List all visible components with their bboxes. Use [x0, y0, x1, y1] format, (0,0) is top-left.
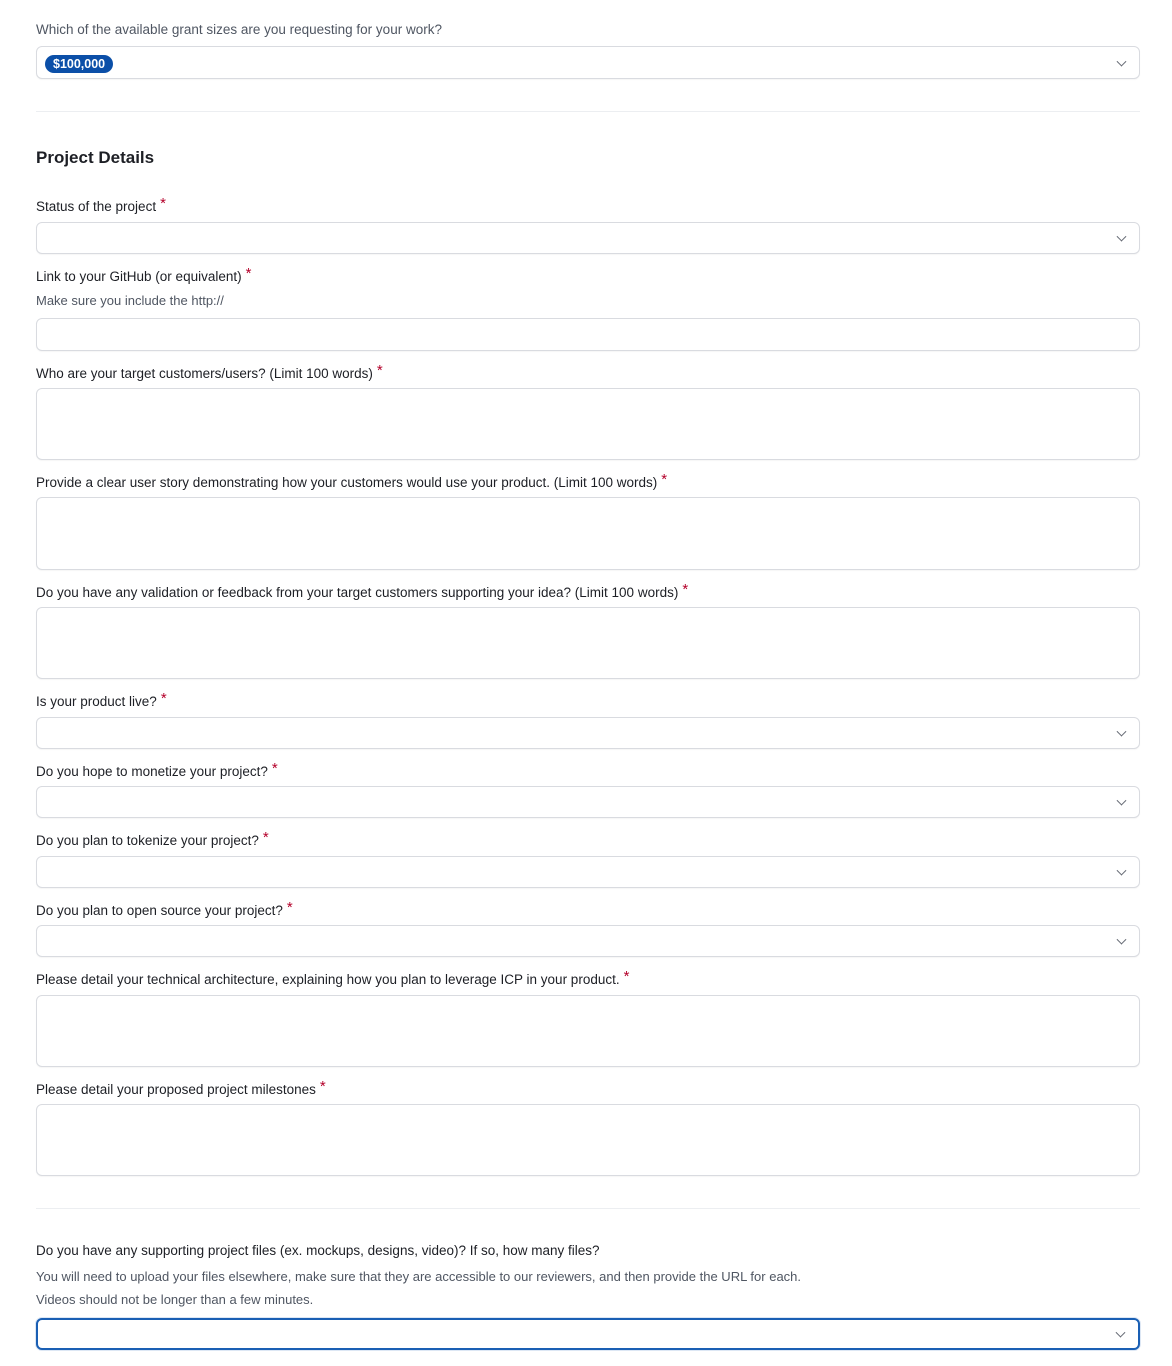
tokenize-select[interactable]	[36, 856, 1140, 888]
user-story-textarea[interactable]	[36, 497, 1140, 570]
supporting-files-help-2: Videos should not be longer than a few minutes.	[36, 1292, 314, 1307]
chevron-down-icon	[1116, 1328, 1126, 1338]
chevron-down-icon	[1117, 56, 1127, 66]
required-marker: *	[623, 968, 630, 985]
open-source-select[interactable]	[36, 925, 1140, 957]
required-marker: *	[682, 581, 689, 598]
chevron-down-icon	[1117, 727, 1127, 737]
chevron-down-icon	[1117, 796, 1127, 806]
product-live-label-text: Is your product live?	[36, 694, 157, 709]
required-marker: *	[245, 265, 252, 282]
validation-label-text: Do you have any validation or feedback from your target customers supporting your idea? (Limit 100 words)	[36, 585, 679, 600]
validation-label	[36, 581, 689, 601]
target-customers-label-text: Who are your target customers/users? (Limit 100 words)	[36, 366, 373, 381]
chevron-down-icon	[1117, 866, 1127, 876]
required-marker: *	[376, 362, 383, 379]
required-marker: *	[160, 195, 166, 212]
section-title: Project Details	[36, 148, 155, 167]
user-story-label	[36, 471, 668, 491]
supporting-files-help-1: You will need to upload your files elsewhere, make sure that they are accessible to our reviewers, and then provide the URL for each.	[36, 1269, 802, 1284]
github-help-text: Make sure you include the http://	[36, 293, 224, 308]
open-source-label	[36, 899, 293, 919]
required-marker: *	[286, 899, 293, 916]
product-live-select[interactable]	[36, 717, 1140, 749]
tokenize-label	[36, 829, 269, 849]
architecture-label	[36, 968, 630, 988]
grant-size-selected-tag[interactable]: $100,000	[45, 55, 113, 73]
required-marker: *	[319, 1078, 326, 1095]
github-label-text: Link to your GitHub (or equivalent)	[36, 269, 242, 284]
section-divider	[36, 111, 1140, 112]
monetize-select[interactable]	[36, 786, 1140, 818]
product-live-label	[36, 690, 167, 710]
github-url-input[interactable]	[36, 318, 1140, 351]
monetize-label	[36, 760, 278, 780]
monetize-label-text: Do you hope to monetize your project?	[36, 764, 268, 779]
github-label	[36, 265, 252, 285]
architecture-label-text: Please detail your technical architecture, explaining how you plan to leverage ICP in your product.	[36, 972, 620, 987]
status-label	[36, 195, 166, 215]
milestones-label	[36, 1078, 326, 1098]
tokenize-label-text: Do you plan to tokenize your project?	[36, 833, 259, 848]
validation-textarea[interactable]	[36, 607, 1140, 679]
grant-size-select[interactable]	[36, 46, 1140, 79]
user-story-label-text: Provide a clear user story demonstrating how your customers would use your product. (Limit 100 words)	[36, 475, 658, 490]
required-marker: *	[160, 690, 167, 707]
architecture-textarea[interactable]	[36, 995, 1140, 1067]
required-marker: *	[661, 471, 668, 488]
supporting-files-select[interactable]	[36, 1318, 1140, 1350]
milestones-label-text: Please detail your proposed project milestones	[36, 1082, 316, 1097]
required-marker: *	[262, 829, 269, 846]
supporting-files-label: Do you have any supporting project files (ex. mockups, designs, video)? If so, how many files?	[36, 1243, 600, 1258]
status-label-text: Status of the project	[36, 199, 157, 214]
section-divider	[36, 1208, 1140, 1209]
status-select[interactable]	[36, 222, 1140, 254]
grant-size-label: Which of the available grant sizes are you requesting for your work?	[36, 22, 442, 37]
chevron-down-icon	[1117, 232, 1127, 242]
required-marker: *	[271, 760, 278, 777]
chevron-down-icon	[1117, 935, 1127, 945]
target-customers-label	[36, 362, 383, 382]
target-customers-textarea[interactable]	[36, 388, 1140, 460]
open-source-label-text: Do you plan to open source your project?	[36, 903, 283, 918]
milestones-textarea[interactable]	[36, 1104, 1140, 1176]
